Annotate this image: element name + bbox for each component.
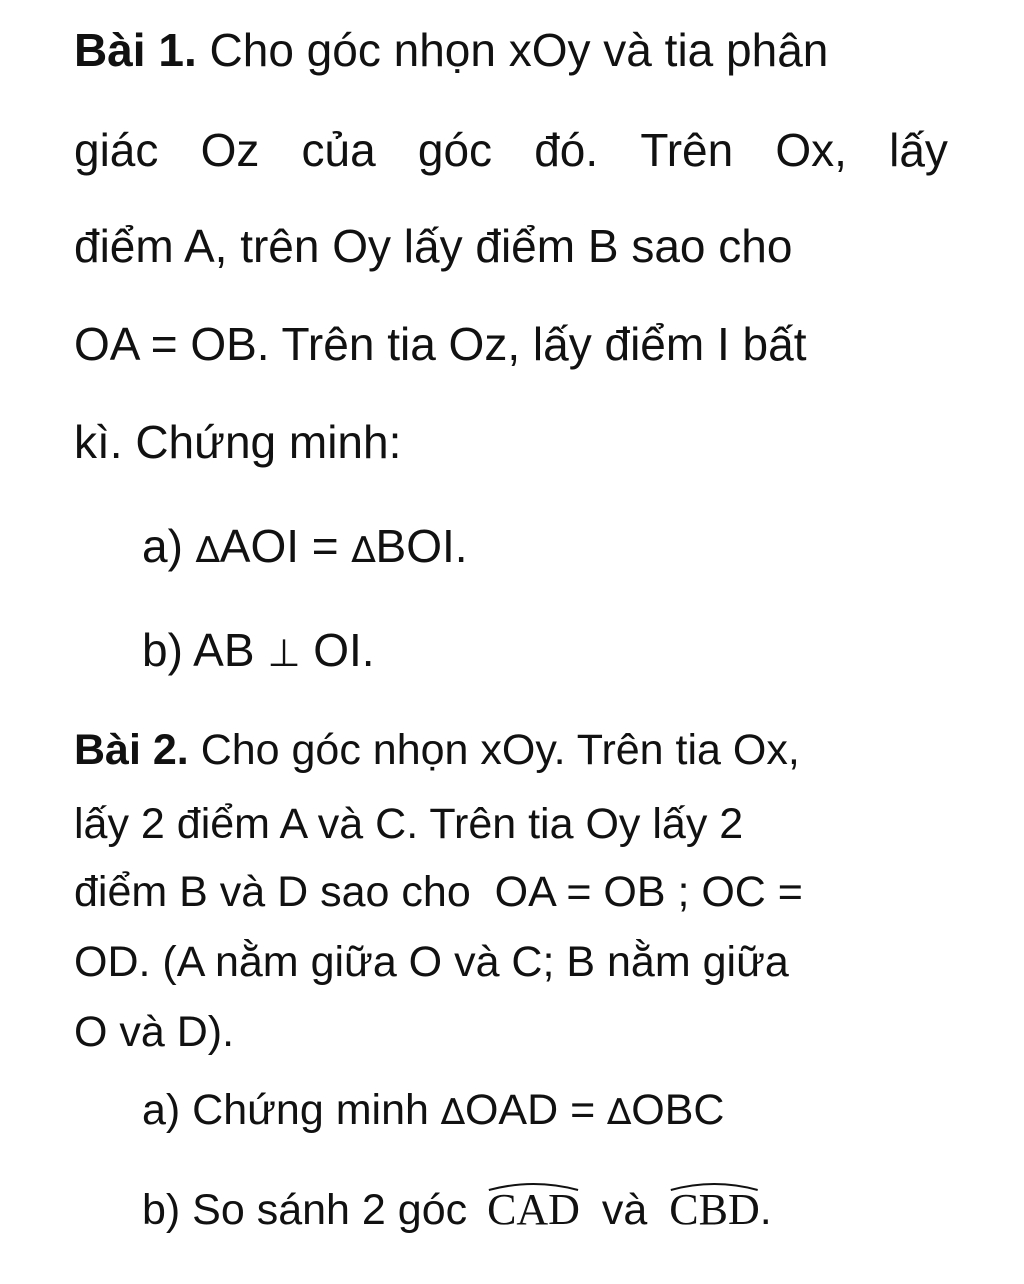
bai2-line-2: lấy 2 điểm A và C. Trên tia Oy lấy 2	[74, 800, 744, 848]
bai2-part-b	[142, 1184, 772, 1236]
bai1-word: Trên	[640, 124, 734, 176]
perpendicular-symbol: ⊥	[267, 631, 301, 675]
bai2-a-mid: OAD =	[464, 1086, 596, 1134]
bai1-part-a	[142, 518, 468, 579]
triangle-symbol: ∆	[440, 1092, 465, 1133]
bai1-word: giác	[74, 124, 159, 176]
angle-cad-label: CAD	[487, 1185, 580, 1234]
bai2-text-line-3: điểm B và D sao cho OA = OB ; OC =	[74, 868, 803, 916]
bai2-a-right: OBC	[631, 1086, 725, 1134]
bai1-word: Ox,	[775, 124, 847, 176]
bai1-a-right: BOI.	[375, 520, 468, 572]
bai1-part-b	[142, 622, 375, 681]
bai2-b-text: b) So sánh 2 góc	[142, 1186, 468, 1234]
bai1-b-left: AB	[193, 624, 255, 676]
bai2-part-a	[142, 1084, 724, 1139]
angle-cad	[487, 1184, 580, 1236]
arc-icon	[487, 1178, 580, 1192]
bai2-b-end: .	[759, 1186, 772, 1234]
bai2-heading: Bài 2.	[74, 726, 189, 774]
triangle-symbol: ∆	[607, 1092, 632, 1133]
bai1-a-left: AOI =	[219, 520, 339, 572]
bai1-heading: Bài 1.	[74, 24, 197, 76]
angle-cbd-label: CBD	[669, 1185, 760, 1234]
bai1-line-1	[74, 22, 828, 78]
bai1-line-5: kì. Chứng minh:	[74, 416, 402, 468]
bai1-word: Oz	[200, 124, 260, 176]
bai1-line-3: điểm A, trên Oy lấy điểm B sao cho	[74, 220, 793, 272]
bai1-word: lấy	[889, 124, 948, 176]
bai1-b-right: OI.	[313, 624, 375, 676]
bai2-line-3	[74, 866, 803, 918]
bai1-line-2	[74, 122, 948, 178]
arc-icon	[669, 1178, 759, 1192]
bai1-word: của	[301, 124, 376, 176]
bai1-word: góc	[417, 124, 493, 176]
part-label: b)	[142, 624, 183, 676]
bai2-line-5: O và D).	[74, 1008, 235, 1056]
triangle-symbol: ∆	[351, 530, 376, 571]
bai2-line-4: OD. (A nằm giữa O và C; B nằm giữa	[74, 938, 789, 986]
triangle-symbol: ∆	[195, 530, 220, 571]
part-label: a)	[142, 520, 183, 572]
angle-cbd	[669, 1184, 759, 1236]
bai2-b-and: và	[601, 1186, 648, 1234]
bai2-line-1	[74, 724, 800, 776]
bai1-line-4: OA = OB. Trên tia Oz, lấy điểm I bất	[74, 318, 807, 370]
bai1-word: đó.	[534, 124, 599, 176]
bai2-a-text: a) Chứng minh	[142, 1086, 429, 1134]
bai2-text-line-1: Cho góc nhọn xOy. Trên tia Ox,	[200, 726, 800, 774]
bai1-text-line-1: Cho góc nhọn xOy và tia phân	[209, 24, 829, 76]
